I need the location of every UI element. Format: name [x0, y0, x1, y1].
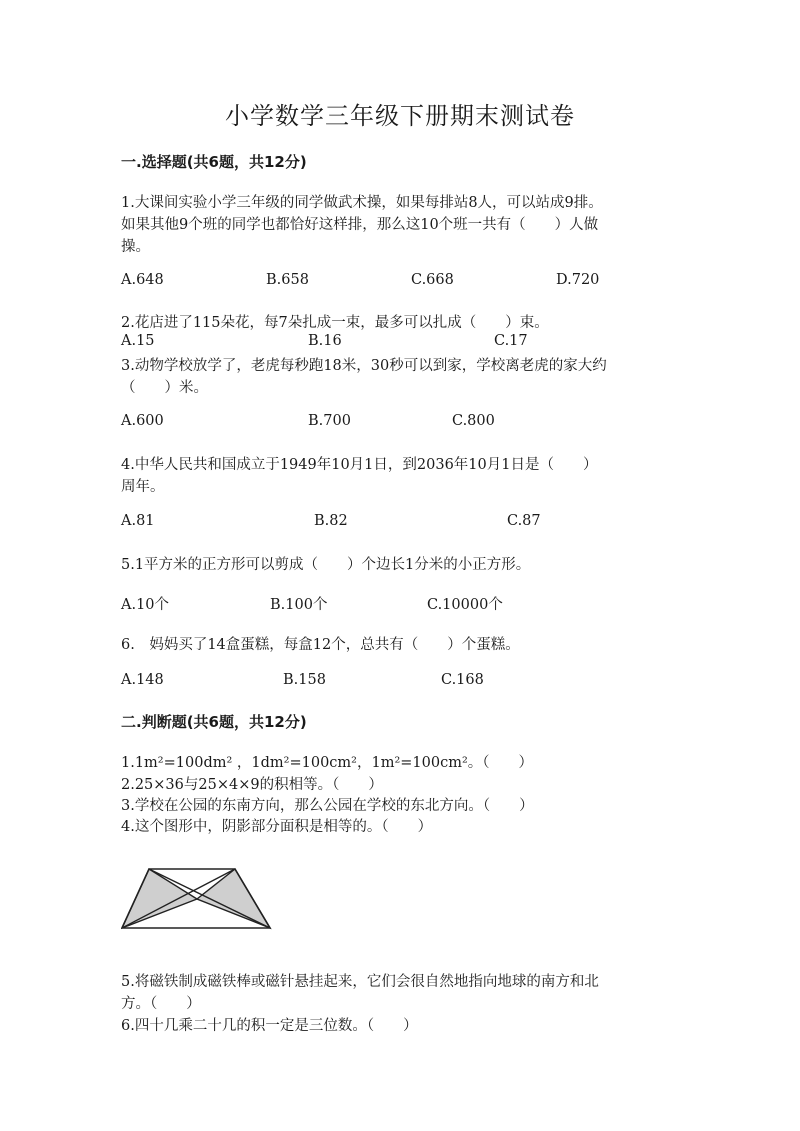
- true-false-item-5: 5.将磁铁制成磁铁棒或磁针悬挂起来，它们会很自然地指向地球的南方和北: [121, 974, 599, 990]
- option-b: B.658: [266, 272, 309, 288]
- option-c: C.87: [507, 513, 541, 529]
- shaded-triangle-left: [122, 869, 197, 928]
- option-a: A.81: [121, 513, 155, 529]
- option-a: A.148: [121, 672, 164, 688]
- option-a: A.15: [121, 333, 155, 349]
- option-a: A.600: [121, 413, 164, 429]
- option-a: A.10个: [121, 597, 170, 613]
- question-text-line: 4.中华人民共和国成立于1949年10月1日，到2036年10月1日是（ ）: [121, 457, 598, 473]
- option-b: B.100个: [270, 597, 328, 613]
- option-d: D.720: [556, 272, 600, 288]
- option-b: B.16: [308, 333, 342, 349]
- true-false-item-6: 6.四十几乘二十几的积一定是三位数。（ ）: [121, 1018, 418, 1034]
- question-text-line: 2.花店进了115朵花，每7朵扎成一束，最多可以扎成（ ）束。: [121, 315, 549, 331]
- question-text-line: 周年。: [121, 479, 165, 495]
- true-false-item-3: 3.学校在公园的东南方向，那么公园在学校的东北方向。（ ）: [121, 798, 534, 814]
- option-c: C.168: [441, 672, 484, 688]
- true-false-item-1: 1.1m²=100dm² ，1dm²=100cm²，1m²=100cm²。（ ）: [121, 755, 534, 771]
- option-b: B.700: [308, 413, 351, 429]
- question-text-line: 6. 妈妈买了14盒蛋糕，每盒12个，总共有（ ）个蛋糕。: [121, 637, 520, 653]
- question-text-line: （ ）米。: [121, 380, 208, 396]
- page-title: 小学数学三年级下册期末测试卷: [225, 102, 575, 130]
- true-false-item-5-cont: 方。（ ）: [121, 996, 201, 1012]
- question-text-line: 操。: [121, 239, 150, 255]
- question-text-line: 1.大课间实验小学三年级的同学做武术操，如果每排站8人，可以站成9排。: [121, 195, 603, 211]
- true-false-item-4: 4.这个图形中，阴影部分面积是相等的。（ ）: [121, 819, 433, 835]
- option-c: C.800: [452, 413, 495, 429]
- option-a: A.648: [121, 272, 164, 288]
- true-false-item-2: 2.25×36与25×4×9的积相等。（ ）: [121, 777, 383, 793]
- section-1-heading: 一.选择题(共6题，共12分): [121, 153, 307, 171]
- option-c: C.10000个: [427, 597, 503, 613]
- option-c: C.17: [494, 333, 528, 349]
- question-text-line: 5.1平方米的正方形可以剪成（ ）个边长1分米的小正方形。: [121, 557, 531, 573]
- option-b: B.158: [283, 672, 326, 688]
- section-2-heading: 二.判断题(共6题，共12分): [121, 713, 307, 731]
- question-text-line: 3.动物学校放学了，老虎每秒跑18米，30秒可以到家，学校离老虎的家大约: [121, 358, 607, 374]
- option-b: B.82: [314, 513, 348, 529]
- trapezoid-figure-svg: [121, 865, 277, 931]
- trapezoid-shaded-triangles-icon: [121, 865, 277, 935]
- option-c: C.668: [411, 272, 454, 288]
- question-text-line: 如果其他9个班的同学也都恰好这样排，那么这10个班一共有（ ）人做: [121, 217, 599, 233]
